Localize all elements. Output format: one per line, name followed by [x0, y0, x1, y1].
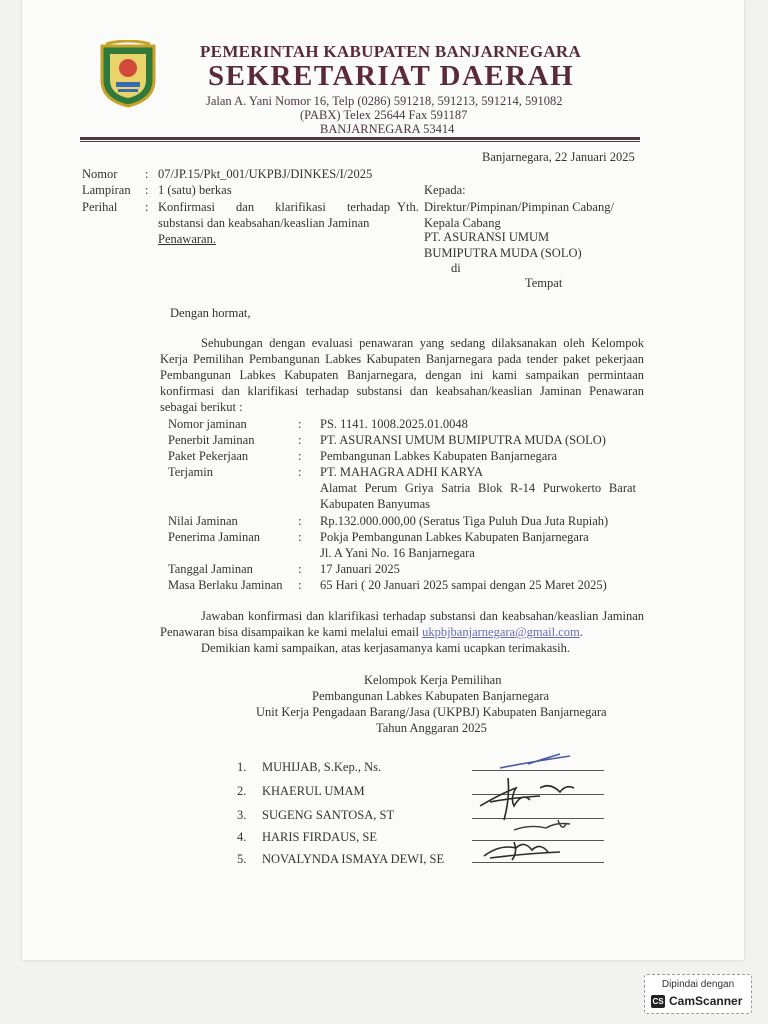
paragraph1-line-4: konfirmasi dan klarifikasi terhadap substansi dan keabsahan/keaslian Jaminan Penawaran: [160, 384, 644, 398]
government-heading: PEMERINTAH KABUPATEN BANJARNEGARA: [200, 42, 582, 61]
detail-label: Masa Berlaku Jaminan: [168, 578, 283, 592]
closing-line-1: Kelompok Kerja Pemilihan: [364, 673, 502, 687]
paragraph2-line-2: [160, 625, 583, 640]
nomor-label: Nomor: [82, 167, 118, 181]
closing-line-3: Unit Kerja Pengadaan Barang/Jasa (UKPBJ) Kabupaten Banjarnegara: [256, 705, 607, 719]
detail-label: Paket Pekerjaan: [168, 449, 249, 463]
secretariat-heading: SEKRETARIAT DAERAH: [208, 60, 575, 92]
signatory-name: MUHIJAB, S.Kep., Ns.: [262, 760, 382, 774]
recipient-line-2: Kepala Cabang: [424, 216, 501, 230]
recipient-line-3: PT. ASURANSI UMUM: [424, 230, 550, 244]
perihal-line-3: Penawaran.: [158, 232, 216, 246]
letter-date: Banjarnegara, 22 Januari 2025: [482, 150, 635, 164]
detail-value: Kabupaten Banyumas: [320, 497, 431, 511]
detail-label: Terjamin: [168, 465, 213, 479]
signatory-number: 2.: [237, 784, 247, 798]
paragraph2-line-3: Demikian kami sampaikan, atas kerjasamanya kami ucapkan terimakasih.: [201, 641, 570, 655]
lampiran-label: Lampiran: [82, 183, 131, 197]
lampiran-value: 1 (satu) berkas: [158, 183, 232, 197]
email-link[interactable]: ukpbjbanjarnegara@gmail.com: [422, 625, 580, 639]
perihal-label: Perihal: [82, 200, 118, 214]
detail-colon: :: [298, 433, 302, 447]
signatory-name: SUGENG SANTOSA, ST: [262, 808, 395, 822]
camscanner-caption: Dipindai dengan: [661, 979, 735, 990]
detail-colon: :: [298, 449, 302, 463]
camscanner-name: CamScanner: [669, 994, 743, 1008]
detail-colon: :: [298, 530, 302, 544]
perihal-line-2: substansi dan keabsahan/keaslian Jaminan: [158, 216, 370, 230]
detail-colon: :: [298, 514, 302, 528]
paragraph1-line-3: Pembangunan Labkes Kabupaten Banjarnegara, dengan ini kami sampaikan permintaan: [160, 368, 644, 382]
perihal-line-1: Konfirmasi dan klarifikasi terhadap: [158, 200, 390, 214]
detail-value: Jl. A Yani No. 16 Banjarnegara: [320, 546, 475, 560]
paragraph2-suffix: .: [579, 625, 583, 639]
paragraph1-line-5: sebagai berikut :: [160, 400, 243, 414]
detail-colon: :: [298, 578, 302, 592]
signatory-name: NOVALYNDA ISMAYA DEWI, SE: [262, 852, 445, 866]
recipient-line-4: BUMIPUTRA MUDA (SOLO): [424, 246, 582, 260]
kepada-label: Kepada:: [424, 183, 466, 197]
recipient-line-6: Tempat: [525, 276, 563, 290]
paragraph1-line-1: Sehubungan dengan evaluasi penawaran yang sedang dilaksanakan oleh Kelompok: [201, 336, 644, 350]
lampiran-colon: :: [145, 183, 149, 197]
paragraph1-line-2: Kerja Pemilihan Pembangunan Labkes Kabupaten Banjarnegara pada tender paket pekerjaan: [160, 352, 644, 366]
detail-value: Rp.132.000.000,00 (Seratus Tiga Puluh Dua Juta Rupiah): [320, 514, 609, 528]
detail-value: PT. MAHAGRA ADHI KARYA: [320, 465, 483, 479]
perihal-colon: :: [145, 200, 149, 214]
detail-value: Pembangunan Labkes Kabupaten Banjarnegara: [320, 449, 558, 463]
detail-label: Tanggal Jaminan: [168, 562, 253, 576]
regency-emblem-icon: [96, 40, 160, 108]
detail-label: Penerbit Jaminan: [168, 433, 255, 447]
signatory-name: HARIS FIRDAUS, SE: [262, 830, 377, 844]
nomor-value: 07/JP.15/Pkt_001/UKPBJ/DINKES/I/2025: [158, 167, 373, 181]
closing-line-2: Pembangunan Labkes Kabupaten Banjarnegara: [312, 689, 550, 703]
recipient-line-1: Direktur/Pimpinan/Pimpinan Cabang/: [424, 200, 614, 214]
detail-label: Nomor jaminan: [168, 417, 247, 431]
camscanner-logo-icon: CS: [652, 997, 664, 1006]
signatory-number: 4.: [237, 830, 247, 844]
detail-label: Penerima Jaminan: [168, 530, 260, 544]
detail-colon: :: [298, 562, 302, 576]
header-rule-thin: [80, 141, 640, 142]
signatory-number: 3.: [237, 808, 247, 822]
nomor-colon: :: [145, 167, 149, 181]
detail-value: Pokja Pembangunan Labkes Kabupaten Banjarnegara: [320, 530, 589, 544]
detail-value: 17 Januari 2025: [320, 562, 400, 576]
address-line-3: BANJARNEGARA 53414: [320, 122, 455, 136]
detail-value: 65 Hari ( 20 Januari 2025 sampai dengan 25 Maret 2025): [320, 578, 607, 592]
paragraph2-line-1: Jawaban konfirmasi dan klarifikasi terhadap substansi dan keabsahan/keaslian Jaminan: [201, 609, 644, 623]
header-rule-thick: [80, 137, 640, 140]
address-line-1: Jalan A. Yani Nomor 16, Telp (0286) 591218, 591213, 591214, 591082: [206, 94, 563, 108]
handwritten-signatures-icon: [470, 748, 610, 870]
signatory-name: KHAERUL UMAM: [262, 784, 365, 798]
detail-value: PT. ASURANSI UMUM BUMIPUTRA MUDA (SOLO): [320, 433, 606, 447]
recipient-line-5: di: [451, 261, 461, 275]
detail-value: Alamat Perum Griya Satria Blok R-14 Purwokerto Barat: [320, 481, 636, 495]
closing-line-4: Tahun Anggaran 2025: [376, 721, 487, 735]
detail-label: Nilai Jaminan: [168, 514, 238, 528]
address-line-2: (PABX) Telex 25644 Fax 591187: [300, 108, 468, 122]
yth-label: Yth.: [397, 200, 419, 214]
detail-colon: :: [298, 465, 302, 479]
salutation: Dengan hormat,: [170, 306, 251, 320]
camscanner-badge: [644, 974, 752, 1014]
detail-value: PS. 1141. 1008.2025.01.0048: [320, 417, 468, 431]
signatory-number: 1.: [237, 760, 247, 774]
detail-colon: :: [298, 417, 302, 431]
paragraph2-prefix: Penawaran bisa disampaikan ke kami melalui email: [160, 625, 423, 639]
signatory-number: 5.: [237, 852, 247, 866]
